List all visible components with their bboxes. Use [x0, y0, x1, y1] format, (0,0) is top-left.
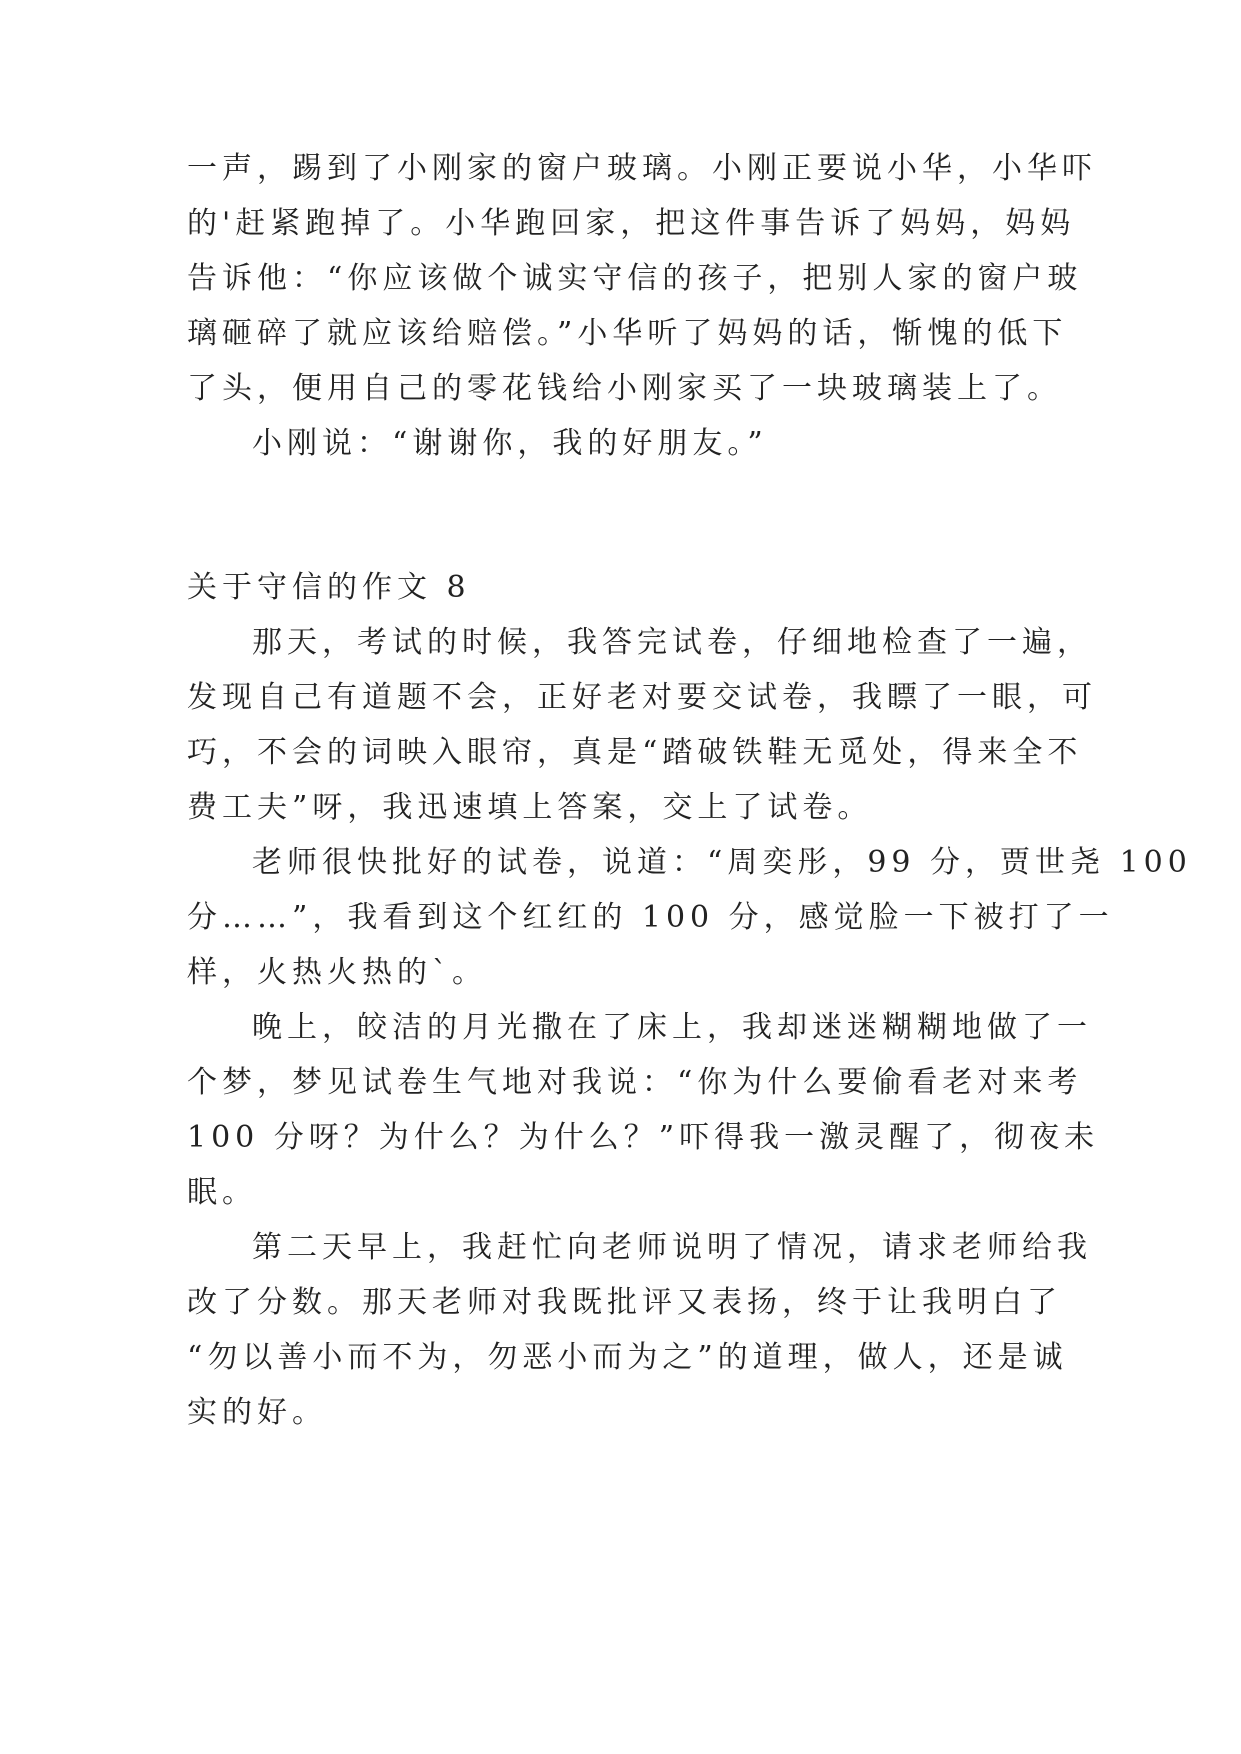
paragraph-line: 那天，考试的时候，我答完试卷，仔细地检查了一遍，	[252, 625, 1092, 660]
paragraph-line: 晚上，皎洁的月光撒在了床上，我却迷迷糊糊地做了一	[252, 1010, 1092, 1045]
paragraph-line: 发现自己有道题不会，正好老对要交试卷，我瞟了一眼，可	[187, 680, 1097, 715]
paragraph-line: 100 分呀？为什么？为什么？”吓得我一激灵醒了，彻夜未	[187, 1120, 1100, 1155]
paragraph-line: 分……”，我看到这个红红的 100 分，感觉脸一下被打了一	[187, 900, 1114, 935]
paragraph-line: 巧，不会的词映入眼帘，真是“踏破铁鞋无觅处，得来全不	[187, 735, 1083, 770]
story-line: 小刚说：“谢谢你，我的好朋友。”	[252, 426, 768, 461]
story-line: 了头，便用自己的零花钱给小刚家买了一块玻璃装上了。	[187, 371, 1062, 406]
story-line: 璃砸碎了就应该给赔偿。”小华听了妈妈的话，惭愧的低下	[187, 316, 1068, 351]
paragraph-line: 个梦，梦见试卷生气地对我说：“你为什么要偷看老对来考	[187, 1065, 1083, 1100]
paragraph-line: 第二天早上，我赶忙向老师说明了情况，请求老师给我	[252, 1230, 1092, 1265]
story-line: 告诉他：“你应该做个诚实守信的孩子，把别人家的窗户玻	[187, 261, 1083, 296]
paragraph-line: 费工夫”呀，我迅速填上答案，交上了试卷。	[187, 790, 873, 825]
paragraph-line: 实的好。	[187, 1395, 327, 1430]
paragraph-line: “勿以善小而不为，勿恶小而为之”的道理，做人，还是诚	[187, 1340, 1068, 1375]
story-line: 的'赶紧跑掉了。小华跑回家，把这件事告诉了妈妈，妈妈	[187, 206, 1076, 241]
paragraph-line: 改了分数。那天老师对我既批评又表扬，终于让我明白了	[187, 1285, 1062, 1320]
paragraph-line: 眠。	[187, 1175, 257, 1210]
story-line: 一声，踢到了小刚家的窗户玻璃。小刚正要说小华，小华吓	[187, 151, 1097, 186]
essay-title: 关于守信的作文 8	[187, 570, 471, 605]
paragraph-line: 样，火热火热的`。	[187, 955, 487, 990]
paragraph-line: 老师很快批好的试卷，说道：“周奕彤，99 分，贾世尧 100	[252, 845, 1192, 880]
